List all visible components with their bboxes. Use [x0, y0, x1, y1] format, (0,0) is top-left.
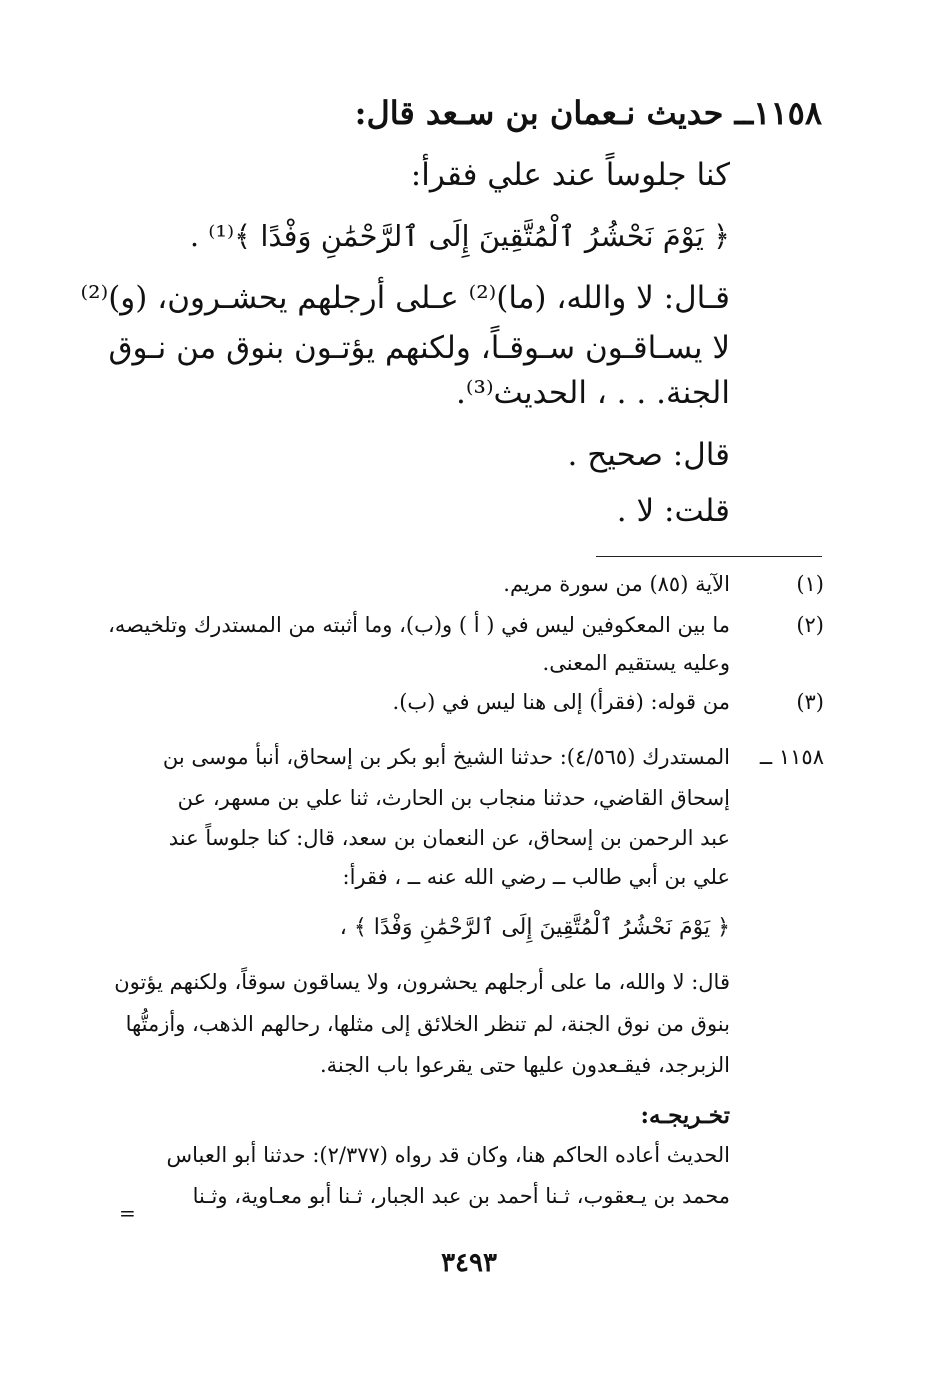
continuation-mark: = — [119, 1201, 136, 1225]
footnote-3-text: من قوله: (فقرأ) إلى هنا ليس في (ب). — [392, 690, 730, 714]
commentary-line-3: عبد الرحمن بن إسحاق، عن النعمان بن سعد، قال: كنا جلوساً عند — [168, 826, 730, 850]
main-i-said: قلت: لا . — [616, 493, 730, 529]
commentary-verse: ﴿ يَوْمَ نَحْشُرُ ٱلْمُتَّقِينَ إِلَى ٱلرَّحْمَٰنِ وَفْدًا ﴾ ، — [339, 915, 730, 940]
hadith-heading — [354, 94, 822, 132]
takhrij-line-2: محمد بن يـعقوب، ثـنا أحمد بن عبد الجبار، ثـنا أبو معـاوية، وثـنا — [192, 1184, 730, 1208]
footnote-2-line-2: وعليه يستقيم المعنى. — [542, 651, 730, 675]
main-para-line-3: الجنة. . . ، الحديث⁽³⁾. — [456, 375, 730, 411]
footnote-separator — [596, 556, 822, 557]
takhrij-line-1: الحديث أعاده الحاكم هنا، وكان قد رواه (٢/٣٧٧): حدثنا أبو العباس — [166, 1143, 730, 1167]
main-para-line-2: لا يسـاقـون سـوقـاً، ولكنهم يؤتـون بنوق من نـوق — [108, 330, 730, 366]
commentary-line-4: علي بن أبي طالب ــ رضي الله عنه ــ ، فقرأ: — [342, 865, 730, 889]
commentary-body-line-3: الزبرجد، فيقـعدون عليها حتى يقرعوا باب الجنة. — [319, 1053, 730, 1077]
footnote-3-number: (٣) — [796, 690, 824, 714]
footnote-2-line-1: ما بين المعكوفين ليس في ( أ ) و(ب)، وما أثبته من المستدرك وتلخيصه، — [108, 613, 730, 637]
commentary-line-2: إسحاق القاضي، حدثنا منجاب بن الحارث، ثنا علي بن مسهر، عن — [177, 786, 730, 810]
hadith-number: ١١٥٨ــ — [734, 94, 822, 132]
commentary-line-1: المستدرك (٤/٥٦٥): حدثنا الشيخ أبو بكر بن إسحاق، أنبأ موسى بن — [162, 745, 730, 769]
main-verse: ﴿ يَوْمَ نَحْشُرُ ٱلْمُتَّقِينَ إِلَى ٱلرَّحْمَٰنِ وَفْدًا ﴾⁽¹⁾ . — [189, 219, 730, 253]
takhrij-heading: تخـريجـه: — [640, 1102, 730, 1129]
footnote-2-number: (٢) — [796, 613, 824, 637]
main-para-line-1: قـال: لا والله، (ما)⁽²⁾ عـلى أرجلهم يحشـرون، (و)⁽²⁾ — [80, 280, 730, 316]
commentary-number: ١١٥٨ ــ — [759, 745, 824, 769]
commentary-body-line-1: قال: لا والله، ما على أرجلهم يحشرون، ولا يساقون سوقاً، ولكنهم يؤتون — [114, 970, 730, 994]
main-line-1: كنا جلوساً عند علي فقرأ: — [410, 157, 730, 193]
commentary-body-line-2: بنوق من نوق الجنة، لم تنظر الخلائق إلى مثلها، رحالهم الذهب، وأزمتُّها — [125, 1012, 730, 1036]
page-number: ٣٤٩٣ — [441, 1248, 497, 1278]
main-said: قال: صحيح . — [567, 437, 730, 473]
footnote-1-text: الآية (٨٥) من سورة مريم. — [503, 572, 730, 596]
footnote-1-number: (١) — [796, 572, 824, 596]
hadith-heading-text: حديث نـعمان بن سـعد قال: — [354, 94, 724, 132]
